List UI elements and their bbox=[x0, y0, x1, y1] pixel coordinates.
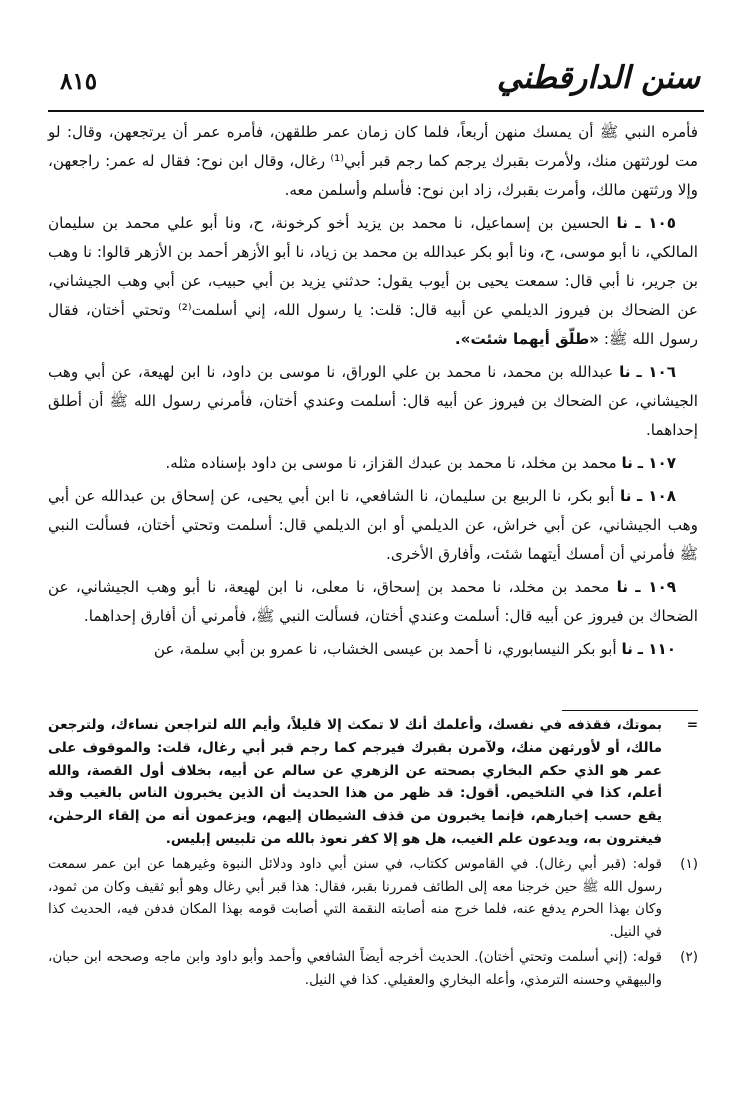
narration-keyword: نا bbox=[620, 487, 632, 505]
page-number: ٨١٥ bbox=[60, 68, 98, 95]
footnote-2 bbox=[48, 946, 698, 992]
hadith-number: ١٠٥ ـ bbox=[635, 214, 677, 232]
hadith-number: ١٠٧ ـ bbox=[637, 454, 676, 472]
narration-keyword: نا bbox=[619, 363, 631, 381]
footnote-1 bbox=[48, 853, 698, 944]
page-header bbox=[48, 62, 704, 112]
footnote-mark: = bbox=[686, 717, 698, 733]
hadith-110 bbox=[48, 635, 698, 664]
hadith-number: ١٠٦ ـ bbox=[636, 363, 676, 381]
narration-keyword: نا bbox=[616, 578, 629, 596]
hadith-108 bbox=[48, 482, 698, 569]
hadith-text: أبو بكر النيسابوري، نا أحمد بن عيسى الخشاب، نا عمرو بن أبي سلمة، عن bbox=[153, 640, 622, 658]
footnotes bbox=[48, 714, 698, 994]
footnote-text: قوله: (قبر أبي رغال). في القاموس ككتاب، في سنن أبي داود ودلائل النبوة وغيرهما عن ابن عمر سمعت رسول الله ﷺ حين خرجنا معه إلى الطائف فمررنا بقبر، فقال: هذا قبر أبي رغال وهو أبو ثقيف وكان من ثمود، وكان بهذا الحرم يدفع عنه، فلما خرج منه أصابته النقمة التي أصابت قومه بهذا المكان فدفن فيه، الحديث كذا في النيل. bbox=[48, 855, 662, 941]
hadith-number: ١١٠ ـ bbox=[637, 640, 676, 658]
hadith-107 bbox=[48, 449, 698, 478]
narration-keyword: نا bbox=[621, 454, 633, 472]
hadith-text: الحسين بن إسماعيل، نا محمد بن يزيد أخو كرخونة، ح، ونا أبو علي محمد بن سليمان المالكي، نا أبو موسى، ح، ونا أبو بكر عبدالله بن محمد بن زياد، نا أبو الأزهر أحمد بن الأزهر قالوا: نا وهب بن جرير، نا أبي قال: سمعت يحيى بن أيوب يقول: حدثني يزيد بن أبي حبيب، عن أبي وهب الجيشاني، عن الضحاك بن فيروز الديلمي عن أبيه قال: قلت: يا رسول الله، إني أسلمت⁽²⁾ وتحتي أختان، فقال رسول الله ﷺ: bbox=[48, 214, 698, 348]
continuation-paragraph: فأمره النبي ﷺ أن يمسك منهن أربعاً، فلما كان زمان عمر طلقهن، فأمره عمر أن يرتجعهن، وقال: لو مت لورثتهن منك، ولأمرت بقبرك يرجم كما رجم قبر أبي⁽¹⁾ رغال، وقال ابن نوح: فقال له عمر: راجعهن، وإلا ورثتهن مالك، وأمرت بقبرك، زاد ابن نوح: فأسلم وأسلمن معه. bbox=[48, 123, 698, 199]
prophetic-quote: «طلّق أيهما شئت». bbox=[454, 330, 600, 348]
main-text bbox=[48, 118, 698, 664]
footnote-divider bbox=[562, 710, 698, 711]
footnote-text: قوله: (إني أسلمت وتحتي أختان). الحديث أخرجه أيضاً الشافعي وأحمد وأبو داود وابن ماجه وصححه ابن حبان، والبيهقي وحسنه الترمذي، وأعله البخاري والعقيلي. كذا في النيل. bbox=[48, 948, 662, 988]
hadith-text: أبو بكر، نا الربيع بن سليمان، نا الشافعي، نا ابن أبي يحيى، عن إسحاق بن عبدالله عن أبي وهب الجيشاني، عن أبي خراش، عن الديلمي أو ابن الديلمي قال: أسلمت وتحتي أختان، فسألت النبي ﷺ فأمرني أن أمسك أيتهما شئت، وأفارق الأخرى. bbox=[48, 487, 698, 563]
hadith-106 bbox=[48, 358, 698, 445]
hadith-109 bbox=[48, 573, 698, 631]
hadith-text: عبدالله بن محمد، نا محمد بن علي الوراق، نا موسى بن داود، نا ابن لهيعة، عن أبي وهب الجيشاني، عن الضحاك بن فيروز عن أبيه قال: أسلمت وعندي أختان، فأمرني رسول الله ﷺ أن أطلق إحداهما. bbox=[48, 363, 698, 439]
running-title: سنن الدارقطني bbox=[496, 60, 700, 96]
hadith-105 bbox=[48, 209, 698, 354]
footnote-text: بموتك، فقذفه في نفسك، وأعلمك أنك لا تمكث إلا قليلاً، وأيم الله لتراجعن نساءك، ولترجعن مالك، أو لأورثهن منك، ولآمرن بقبرك فيرجم كما رجم قبر أبي رغال، قلت: والموقوف على عمر هو الذي حكم البخاري بصحته عن الزهري عن سالم عن أبيه، بخلاف أول القصة، والله أعلم، كذا في التلخيص. أقول: قد ظهر من هذا الحديث أن الذين يخبرون الناس بالغيب وقد يقع حسب إخبارهم، فإنما يخبرون من قذف الشيطان إليهم، ويزعمون أنه من إلقاء الرحمٰن، فيغترون به، ويدعون علم الغيب، هل هو إلا كفر نعوذ بالله من تلبيس إبليس. bbox=[48, 717, 662, 847]
hadith-text: محمد بن مخلد، نا محمد بن إسحاق، نا معلى، نا ابن لهيعة، نا أبو وهب الجيشاني، عن الضحاك بن فيروز عن أبيه قال: أسلمت وعندي أختان، فسألت النبي ﷺ، فأمرني أن أفارق إحداهما. bbox=[48, 578, 698, 625]
hadith-text: محمد بن مخلد، نا محمد بن عبدك القزاز، نا موسى بن داود بإسناده مثله. bbox=[165, 454, 622, 472]
footnote-mark: (٢) bbox=[680, 948, 698, 965]
hadith-number: ١٠٩ ـ bbox=[635, 578, 677, 596]
footnote-continuation bbox=[48, 714, 698, 851]
hadith-number: ١٠٨ ـ bbox=[636, 487, 677, 505]
narration-keyword: نا bbox=[621, 640, 633, 658]
narration-keyword: نا bbox=[616, 214, 628, 232]
footnote-mark: (١) bbox=[680, 855, 698, 872]
